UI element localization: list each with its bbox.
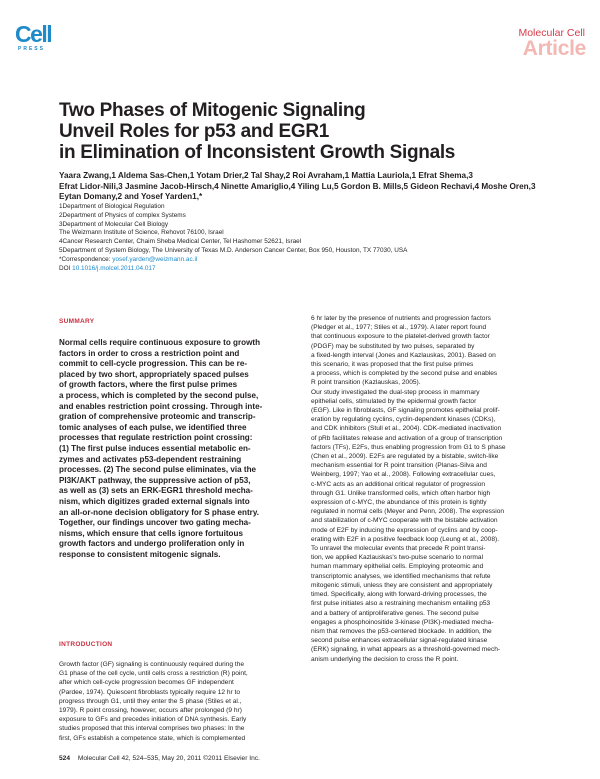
- body-line: expression of c-MYC, the abundance of this protein is tightly: [311, 499, 487, 507]
- summary-line: gration of comprehensive proteomic and transcrip-: [59, 412, 256, 422]
- summary-line: zymes and activates p53-dependent restraining: [59, 454, 242, 464]
- body-line: epithelial cells, stimulated by the epidermal growth factor: [311, 397, 477, 405]
- body-line: 6 hr later by the presence of nutrients and progression factors: [311, 315, 491, 322]
- affiliation-line: 3Department of Molecular Cell Biology: [59, 220, 169, 228]
- intro-line: Growth factor (GF) signaling is continuously required during the: [59, 661, 245, 668]
- summary-line: factors in order to cross a restriction point and: [59, 348, 240, 358]
- summary-heading: SUMMARY: [59, 318, 95, 325]
- summary-line: an all-or-none decision obligatory for S phase entry.: [59, 507, 259, 517]
- summary-line: processes that regulate restriction point crossing:: [59, 433, 253, 443]
- body-line: eration by regulating cyclins, cyclin-dependent kinases (CDKs),: [311, 416, 496, 424]
- author-line: Efrat Lidor-Nili,3 Jasmine Jacob-Hirsch,4 Ninette Amariglio,4 Yiling Lu,5 Gordon B. Mills,5 Gideon Rechavi,4 Moshe Oren,3: [59, 181, 536, 191]
- body-line: Our study investigated the dual-step process in mammary: [311, 388, 480, 396]
- summary-line: Normal cells require continuous exposure to growth: [59, 338, 261, 347]
- body-line: mechanism essential for R point transition (Planas-Silva and: [311, 462, 487, 470]
- introduction-heading: INTRODUCTION: [59, 641, 113, 648]
- intro-line: (Pardee, 1974). Quiescent fibroblasts typically require 12 hr to: [59, 688, 241, 696]
- body-line: this scenario, it was proposed that the first pulse primes: [311, 361, 474, 369]
- body-line: R point transition (Kazlauskas, 2005).: [311, 379, 421, 387]
- body-line: factors (TFs), E2Fs, thus enabling progression from G1 to S phase: [311, 443, 506, 451]
- body-line: of pRb facilitates release and activation of a group of transcription: [311, 434, 503, 442]
- affiliation-line: 2Department of Physics of complex Systems: [59, 211, 186, 219]
- summary-line: placed by two short, appropriately spaced pulses: [59, 369, 249, 379]
- affiliations: [59, 203, 559, 273]
- intro-line: studies proposed that this interval comprises two phases: In the: [59, 725, 245, 733]
- doi: [59, 265, 559, 274]
- body-line: regulated in normal cells (Meyer and Penn, 2008). The expression: [311, 508, 505, 516]
- citation: Molecular Cell 42, 524–535, May 20, 2011 ©2011 Elsevier Inc.: [77, 755, 260, 762]
- summary-line: (1) The first pulse induces essential metabolic en-: [59, 443, 251, 453]
- body-line: To unravel the molecular events that precede R point transi-: [311, 545, 486, 553]
- journal-name: Molecular Cell: [518, 27, 585, 39]
- cell-press-logo: [15, 21, 55, 52]
- body-line: (Pledger et al., 1977; Stiles et al., 1979). A later report found: [311, 324, 487, 332]
- body-line: first pulse initiates also a restraining mechanism entailing p53: [311, 600, 491, 608]
- body-line: engages a phosphoinositide 3-kinase (PI3K)-mediated mecha-: [311, 618, 494, 626]
- affiliation-line: The Weizmann Institute of Science, Rehovot 76100, Israel: [59, 229, 224, 237]
- paper-title: [59, 100, 559, 163]
- correspondence-label: *Correspondence:: [59, 255, 113, 263]
- body-line: a process, which is completed by the second pulse and enables: [311, 370, 498, 378]
- body-line: and a battery of antiproliferative genes. The second pulse: [311, 609, 479, 617]
- body-line: c-MYC acts as an additional critical regulator of progression: [311, 480, 486, 488]
- body-line: mode of E2F by inducing the expression of cyclins and by coop-: [311, 526, 498, 534]
- body-line: tion, we applied Kazlauskas's two-pulse scenario to normal: [311, 554, 484, 562]
- body-line: and CDK inhibitors (Stull et al., 2004). CDK-mediated inactivation: [311, 425, 502, 433]
- summary-text: [59, 338, 299, 560]
- summary-line: Together, our findings uncover two gating mecha-: [59, 518, 251, 528]
- summary-line: tomic analyses of each pulse, we identified three: [59, 422, 247, 432]
- body-line: transcriptomic analyses, we identified mechanisms that refute: [311, 572, 491, 580]
- author-list: [59, 171, 549, 203]
- title-line: in Elimination of Inconsistent Growth Signals: [59, 142, 456, 163]
- affiliation-line: 1Department of Biological Regulation: [59, 203, 165, 210]
- introduction-text: [59, 660, 299, 743]
- body-line: through G1. Unlike transformed cells, which often harbor high: [311, 489, 491, 497]
- summary-line: nism, which digitizes graded external signals into: [59, 496, 250, 506]
- intro-line: exposure to GFs and precedes initiation of DNA synthesis. Early: [59, 716, 247, 724]
- summary-line: a process, which is completed by the second pulse,: [59, 390, 259, 400]
- body-line: timed. Specifically, along with forward-driving processes, the: [311, 591, 487, 599]
- body-line: (PDGF) may be substituted by two pulses, separated by: [311, 342, 475, 350]
- body-line: and stabilization of c-MYC cooperate with the bistable activation: [311, 517, 498, 525]
- summary-line: processes. (2) The second pulse eliminates, via the: [59, 465, 257, 475]
- body-line: erating with E2F in a positive feedback loop (Leung et al., 2008).: [311, 535, 500, 543]
- intro-line: 1979). R point crossing, however, occurs after prolonged (9 hr): [59, 707, 242, 715]
- right-column-text: [311, 314, 559, 664]
- summary-line: response to consistent mitogenic signals.: [59, 549, 221, 559]
- body-line: a fixed-length interval (Jones and Kazlauskas, 2001). Based on: [311, 351, 496, 359]
- page-footer: [59, 755, 260, 762]
- logo-wordmark: Cell: [15, 21, 52, 47]
- body-line: anism underlying the decision to cross the R point.: [311, 655, 459, 663]
- page-number: 524: [59, 755, 71, 762]
- body-line: (ERK) signaling, in what appears as a threshold-governed mech-: [311, 646, 501, 654]
- intro-line: after which cell-cycle progression becomes GF independent: [59, 679, 234, 687]
- doi-link[interactable]: 10.1016/j.molcel.2011.04.017: [72, 264, 156, 272]
- summary-line: as well as (3) sets an ERK-EGR1 threshold mecha-: [59, 486, 253, 496]
- body-line: human mammary epithelial cells. Employing proteomic and: [311, 563, 484, 571]
- intro-line: progress through G1, until they enter the S phase (Stiles et al.,: [59, 697, 242, 705]
- summary-line: and enables restriction point crossing. Through inte-: [59, 401, 263, 411]
- title-line: Two Phases of Mitogenic Signaling: [59, 100, 366, 121]
- doi-label: DOI: [59, 264, 73, 272]
- body-line: (EGF). Like in fibroblasts, GF signaling promotes epithelial prolif-: [311, 407, 500, 415]
- author-line: Eytan Domany,2 and Yosef Yarden1,*: [59, 192, 203, 202]
- correspondence: [59, 256, 559, 265]
- summary-line: of growth factors, where the first pulse primes: [59, 380, 238, 390]
- summary-line: nisms, which ensure that cells ignore fortuitous: [59, 528, 243, 538]
- affiliation-line: 5Department of System Biology, The University of Texas M.D. Anderson Cancer Center, Box 950, Houston, TX 77030, USA: [59, 246, 408, 254]
- intro-line: G1 phase of the cell cycle, until cells cross a restriction (R) point,: [59, 670, 248, 678]
- summary-line: growth factors and undergo proliferation only in: [59, 539, 245, 549]
- intro-line: first, GFs establish a competence state, which is complemented: [59, 734, 246, 742]
- article-type: Article: [522, 37, 586, 60]
- body-line: Weinberg, 1997; Yao et al., 2008). Following extracellular cues,: [311, 471, 496, 479]
- affiliation-line: 4Cancer Research Center, Chaim Sheba Medical Center, Tel Hashomer 52621, Israel: [59, 238, 302, 246]
- body-line: mitogenic stimuli, unless they are consistent and appropriately: [311, 581, 493, 589]
- body-line: nism that removes the p53-centered blockade. In addition, the: [311, 627, 492, 635]
- author-line: Yaara Zwang,1 Aldema Sas-Chen,1 Yotam Drier,2 Tal Shay,2 Roi Avraham,1 Mattia Lauriola,1 Efrat Shema,3: [59, 171, 473, 180]
- correspondence-email-link[interactable]: yosef.yarden@weizmann.ac.il: [112, 255, 198, 263]
- body-line: second pulse enhances extracellular signal-regulated kinase: [311, 637, 488, 645]
- body-line: that continuous exposure to the platelet-derived growth factor: [311, 333, 490, 341]
- summary-line: PI3K/AKT pathway, the suppressive action of p53,: [59, 475, 251, 485]
- title-line: Unveil Roles for p53 and EGR1: [59, 121, 330, 142]
- logo-press: PRESS: [18, 46, 45, 52]
- summary-line: commit to cell-cycle progression. This can be re-: [59, 359, 248, 369]
- body-line: (Chen et al., 2009). E2Fs are regulated by a bistable, switch-like: [311, 453, 499, 461]
